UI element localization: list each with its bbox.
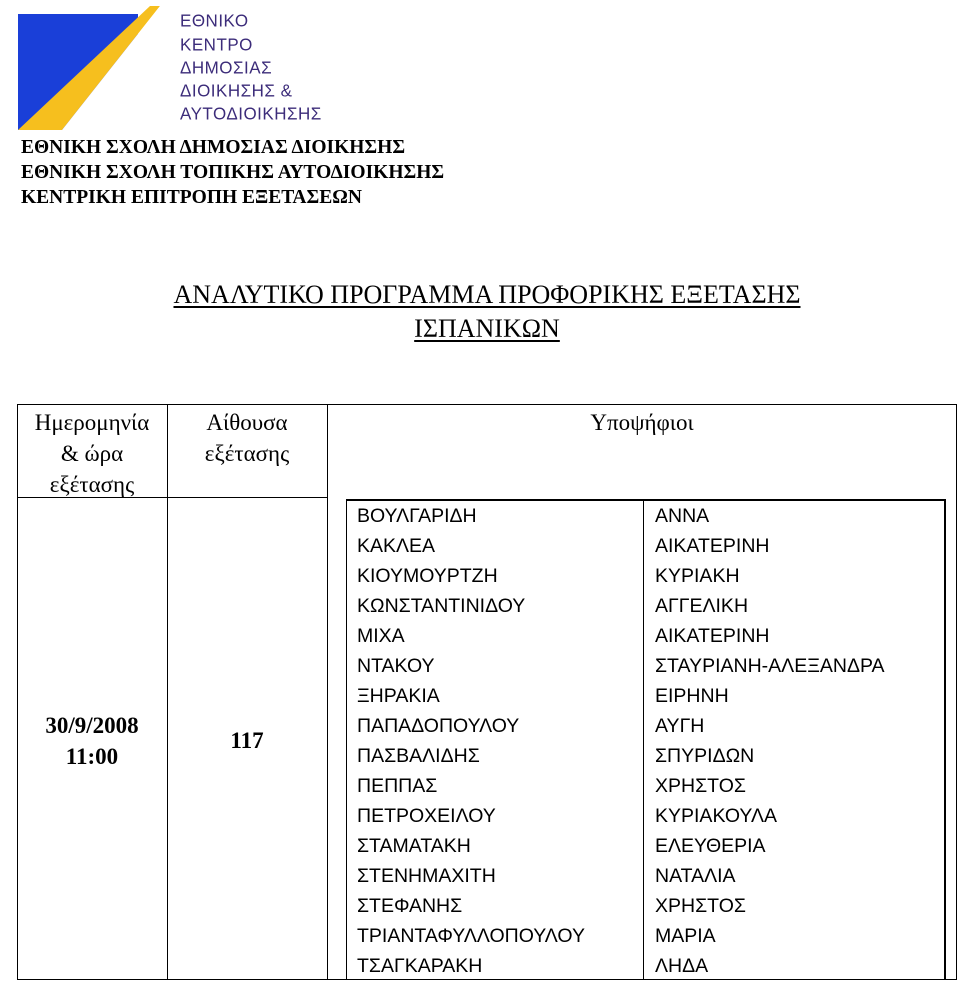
candidate-surname: ΣΤΕΦΑΝΗΣ	[357, 895, 463, 917]
header-room	[167, 407, 327, 469]
exam-time: 11:00	[65, 744, 119, 769]
candidate-surname: ΠΑΠΑΔΟΠΟΥΛΟΥ	[357, 715, 520, 737]
header-room-line-1: Αίθουσα	[206, 410, 288, 435]
institution-logo	[18, 6, 322, 130]
candidate-surname: ΠΕΤΡΟΧΕΙΛΟΥ	[357, 805, 496, 827]
candidate-first-name: ΜΑΡΙΑ	[655, 925, 716, 947]
header-line-1: ΕΘΝΙΚΗ ΣΧΟΛΗ ΔΗΜΟΣΙΑΣ ΔΙΟΙΚΗΣΗΣ	[21, 137, 406, 158]
candidate-surname: ΝΤΑΚΟΥ	[357, 655, 435, 677]
table-col-divider-1	[167, 404, 168, 980]
candidate-first-name: ΛΗΔΑ	[655, 955, 709, 977]
candidate-first-name: ΚΥΡΙΑΚΗ	[655, 565, 740, 587]
exam-date: 30/9/2008	[45, 713, 139, 738]
candidate-first-name: ΑΝΝΑ	[655, 505, 710, 527]
header-candidates: Υποψήφιοι	[590, 410, 694, 435]
logo-text-line-5: ΑΥΤΟΔΙΟΙΚΗΣΗΣ	[180, 103, 322, 124]
candidate-surname: ΚΑΚΛΕΑ	[357, 535, 436, 557]
candidate-surname: ΜΙΧΑ	[357, 625, 405, 647]
header-date-line-1: Ημερομηνία	[34, 410, 150, 435]
candidate-first-name: ΑΙΚΑΤΕΡΙΝΗ	[655, 625, 770, 647]
table-col-divider-2	[327, 404, 328, 980]
candidate-first-name: ΑΓΓΕΛΙΚΗ	[655, 595, 749, 617]
candidate-first-name: ΑΥΓΗ	[655, 715, 705, 737]
candidates-col-divider	[643, 499, 644, 980]
logo-text-line-3: ΔΗΜΟΣΙΑΣ	[180, 57, 273, 78]
logo-text-line-2: ΚΕΝΤΡΟ	[180, 34, 253, 55]
candidate-surname: ΣΤΑΜΑΤΑΚΗ	[357, 835, 471, 857]
page-title: ΑΝΑΛΥΤΙΚΟ ΠΡΟΓΡΑΜΜΑ ΠΡΟΦΟΡΙΚΗΣ ΕΞΕΤΑΣΗΣ	[173, 280, 801, 309]
exam-room: 117	[230, 728, 264, 753]
header-room-line-2: εξέτασης	[204, 441, 290, 466]
header-date	[17, 407, 167, 500]
table-border-top	[17, 404, 957, 405]
candidates-border-left	[346, 499, 347, 980]
candidate-first-name: ΚΥΡΙΑΚΟΥΛΑ	[655, 805, 777, 827]
candidate-first-name: ΕΛΕΥΘΕΡΙΑ	[655, 835, 766, 857]
candidate-surname: ΞΗΡΑΚΙΑ	[357, 685, 440, 707]
header-date-line-2: & ώρα	[60, 441, 124, 466]
exam-schedule-table	[17, 404, 957, 980]
table-border-right	[956, 404, 957, 980]
logo-text-line-4: ΔΙΟΙΚΗΣΗΣ &	[180, 80, 293, 101]
candidate-surname: ΒΟΥΛΓΑΡΙΔΗ	[357, 505, 477, 527]
candidate-first-name: ΣΤΑΥΡΙΑΝΗ-ΑΛΕΞΑΝΔΡΑ	[655, 655, 885, 677]
candidate-surname: ΠΕΠΠΑΣ	[357, 775, 438, 797]
candidate-surname: ΣΤΕΝΗΜΑΧΙΤΗ	[357, 865, 496, 887]
page-subtitle: ΙΣΠΑΝΙΚΩΝ	[414, 314, 560, 343]
header-date-line-3: εξέτασης	[49, 472, 135, 497]
candidate-first-name: ΧΡΗΣΤΟΣ	[655, 895, 746, 917]
candidate-first-name: ΕΙΡΗΝΗ	[655, 685, 729, 707]
candidates-list	[346, 499, 946, 980]
header-line-3: ΚΕΝΤΡΙΚΗ ΕΠΙΤΡΟΠΗ ΕΞΕΤΑΣΕΩΝ	[21, 187, 362, 208]
logo-text-line-1: ΕΘΝΙΚΟ	[180, 10, 249, 31]
candidate-surname: ΠΑΣΒΑΛΙΔΗΣ	[357, 745, 480, 767]
candidate-surname: ΚΩΝΣΤΑΝΤΙΝΙΔΟΥ	[357, 595, 526, 617]
logo-emblem-icon	[18, 6, 178, 130]
header-line-2: ΕΘΝΙΚΗ ΣΧΟΛΗ ΤΟΠΙΚΗΣ ΑΥΤΟΔΙΟΙΚΗΣΗΣ	[21, 162, 445, 183]
candidate-first-name: ΧΡΗΣΤΟΣ	[655, 775, 746, 797]
candidate-surname: ΤΣΑΓΚΑΡΑΚΗ	[357, 955, 483, 977]
candidate-first-name: ΝΑΤΑΛΙΑ	[655, 865, 736, 887]
candidate-surname: ΚΙΟΥΜΟΥΡΤΖΗ	[357, 565, 498, 587]
exam-datetime	[17, 710, 167, 772]
candidate-surname: ΤΡΙΑΝΤΑΦΥΛΛΟΠΟΥΛΟΥ	[357, 925, 585, 947]
candidates-border-right	[944, 499, 946, 980]
candidate-first-name: ΣΠΥΡΙΔΩΝ	[655, 745, 755, 767]
candidate-first-name: ΑΙΚΑΤΕΡΙΝΗ	[655, 535, 770, 557]
